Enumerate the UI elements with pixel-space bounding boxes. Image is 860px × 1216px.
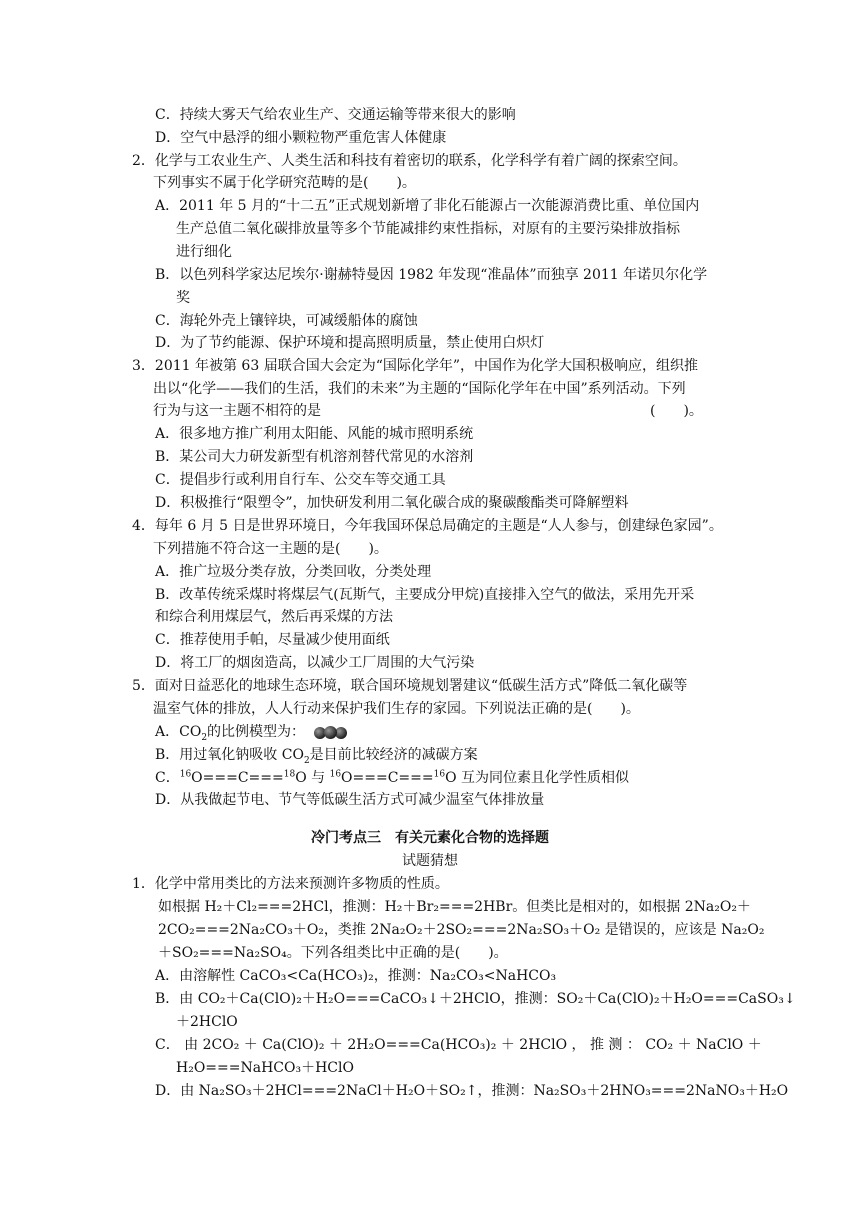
q5-option-c	[155, 767, 629, 789]
q5-c-t1: O===C===	[191, 770, 284, 786]
q5-c-sup2: 18	[283, 769, 296, 780]
s3-q1-option-b-line2: ＋2HClO	[176, 1014, 238, 1030]
q5-c-sup4: 16	[433, 769, 446, 780]
q4-option-c: C．推荐使用手帕，尽量减少使用面纸	[155, 632, 390, 648]
q2-stem-line1: 2．化学与工农业生产、人类生活和科技有着密切的联系，化学科学有着广阔的探索空间。	[132, 153, 687, 169]
q5-option-d: D．从我做起节电、节气等低碳生活方式可减少温室气体排放量	[155, 792, 545, 808]
q1-option-c: C．持续大雾天气给农业生产、交通运输等带来很大的影响	[155, 107, 516, 123]
s3-q1-option-d: D．由 Na₂SO₃＋2HCl===2NaCl＋H₂O＋SO₂↑，推测：Na₂SO₃＋2HNO₃===2NaNO₃＋H₂O	[155, 1083, 789, 1099]
q5-option-a	[155, 721, 348, 743]
q2-stem-line2: 下列事实不属于化学研究范畴的是( )。	[153, 175, 416, 191]
q5-a-pre: A．CO	[155, 724, 202, 740]
q4-option-a: A．推广垃圾分类存放，分类回收，分类处理	[155, 564, 432, 580]
q3-option-a: A．很多地方推广利用太阳能、风能的城市照明系统	[155, 426, 474, 442]
q5-b-post: 是目前比较经济的减碳方案	[309, 747, 478, 763]
q3-stem-line3: 行为与这一主题不相符的是	[153, 403, 321, 419]
q5-stem-line2: 温室气体的排放，人人行动来保护我们生存的家园。下列说法正确的是( )。	[153, 701, 640, 717]
q5-c-t3: O===C===	[341, 770, 434, 786]
q3-stem-line2: 出以“化学——我们的生活，我们的未来”为主题的“国际化学年在中国”系列活动。下列	[153, 381, 686, 397]
q5-a-post: 的比例模型为：	[207, 724, 306, 740]
q5-c-pre: C．	[155, 770, 180, 786]
s3-q1-option-c-line1: C． 由 2CO₂ ＋ Ca(ClO)₂ ＋ 2H₂O===Ca(HCO₃)₂ ＋ 2HClO ， 推 测 ： CO₂ ＋ NaClO ＋	[155, 1037, 762, 1053]
q4-stem-line1: 4．每年 6 月 5 日是世界环境日，今年我国环保总局确定的主题是“人人参与，创建绿色家园”。	[132, 518, 723, 534]
q2-option-c: C．海轮外壳上镶锌块，可减缓船体的腐蚀	[155, 313, 418, 329]
q3-option-c: C．提倡步行或利用自行车、公交车等交通工具	[155, 472, 446, 488]
q5-c-t4: O 互为同位素且化学性质相似	[445, 770, 630, 786]
q2-option-b-line2: 奖	[176, 290, 190, 306]
q2-option-d: D．为了节约能源、保护环境和提高照明质量，禁止使用白炽灯	[155, 335, 545, 351]
section-heading: 冷门考点三 有关元素化合物的选择题	[311, 830, 549, 846]
s3-q1-option-a: A．由溶解性 CaCO₃<Ca(HCO₃)₂，推测：Na₂CO₃<NaHCO₃	[155, 968, 557, 984]
q5-stem-line1: 5．面对日益恶化的地球生态环境，联合国环境规划署建议“低碳生活方式”降低二氧化碳等	[132, 678, 688, 694]
q5-c-sup1: 16	[179, 769, 192, 780]
q1-option-d: D．空气中悬浮的细小颗粒物严重危害人体健康	[155, 130, 447, 146]
s3-q1-option-b-line1: B．由 CO₂＋Ca(ClO)₂＋H₂O===CaCO₃↓＋2HClO，推测：SO₂＋Ca(ClO)₂＋H₂O===CaSO₃↓	[155, 991, 796, 1007]
q5-b-pre: B．用过氧化钠吸收 CO	[155, 747, 304, 763]
q5-option-b	[155, 744, 478, 766]
q5-c-t2: O 与	[295, 770, 330, 786]
s3-q1-body-line1: 如根据 H₂＋Cl₂===2HCl，推测：H₂＋Br₂===2HBr。但类比是相对的，如根据 2Na₂O₂＋	[158, 899, 751, 915]
q2-option-a-line3: 进行细化	[176, 244, 232, 260]
q4-stem-line2: 下列措施不符合这一主题的是( )。	[153, 541, 388, 557]
s3-q1-stem: 1．化学中常用类比的方法来预测许多物质的性质。	[132, 876, 449, 892]
q2-option-a-line1: A．2011 年 5 月的“十二五”正式规划新增了非化石能源占一次能源消费比重、单位国内	[155, 198, 700, 214]
q3-answer-paren: ( )。	[650, 403, 703, 419]
s3-q1-option-c-line2: H₂O===NaHCO₃＋HClO	[176, 1060, 354, 1076]
s3-q1-body-line3: ＋SO₂===Na₂SO₄。下列各组类比中正确的是( )。	[158, 945, 508, 961]
section-subheading: 试题猜想	[402, 853, 458, 869]
q5-b-sub: 2	[303, 755, 310, 766]
q5-a-sub: 2	[201, 732, 208, 743]
s3-q1-body-line2: 2CO₂===2Na₂CO₃＋O₂，类推 2Na₂O₂＋2SO₂===2Na₂SO₃＋O₂ 是错误的，应该是 Na₂O₂	[158, 922, 765, 938]
q2-option-b-line1: B．以色列科学家达尼埃尔·谢赫特曼因 1982 年发现“准晶体”而独享 2011 年诺贝尔化学	[155, 267, 708, 283]
q4-option-d: D．将工厂的烟囱造高，以减少工厂周围的大气污染	[155, 655, 475, 671]
q3-stem-line1: 3．2011 年被第 63 届联合国大会定为“国际化学年”，中国作为化学大国积极响应，组织推	[132, 358, 699, 374]
q3-option-b: B．某公司大力研发新型有机溶剂替代常见的水溶剂	[155, 449, 474, 465]
co2-ball-model-icon	[314, 725, 348, 739]
q3-option-d: D．积极推行“限塑令”，加快研发利用二氧化碳合成的聚碳酸酯类可降解塑料	[155, 495, 629, 511]
q4-option-b-line1: B．改革传统采煤时将煤层气(瓦斯气，主要成分甲烷)直接排入空气的做法，采用先开采	[155, 587, 695, 603]
q2-option-a-line2: 生产总值二氧化碳排放量等多个节能减排约束性指标，对原有的主要污染排放指标	[176, 221, 680, 237]
q5-c-sup3: 16	[329, 769, 342, 780]
q4-option-b-line2: 和综合利用煤层气，然后再采煤的方法	[155, 609, 393, 625]
